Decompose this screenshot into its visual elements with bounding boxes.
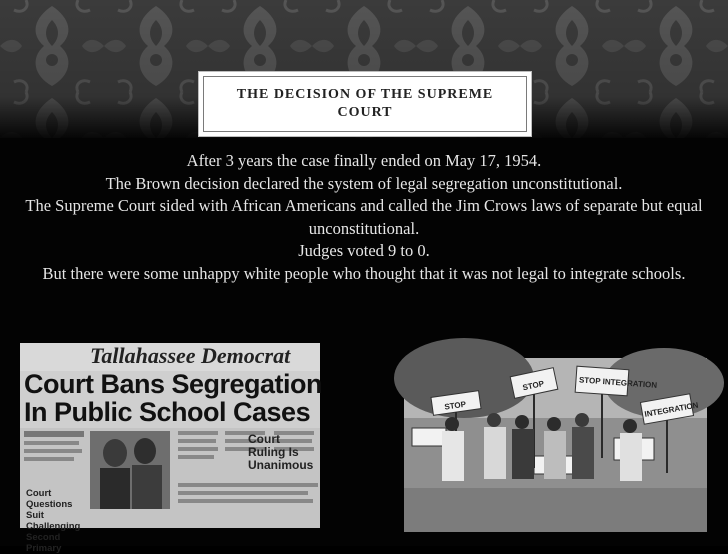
body-line-3: The Supreme Court sided with African Americans and called the Jim Crows laws of separate but equal unconstitutional. [25,196,703,238]
protest-sign-2: STOP [521,379,545,393]
newspaper-photo [20,343,323,554]
newspaper-headline-line1: Court Bans Segregation [24,369,323,399]
newspaper-masthead: Tallahassee Democrat [90,343,291,368]
body-line-2: The Brown decision declared the system of legal segregation unconstitutional. [105,173,623,193]
protest-sign-4: INTEGRATION [643,400,700,419]
protest-photo [404,358,707,532]
title-box [199,72,531,136]
newspaper-lower-caption: Court Questions Suit Challenging Second Primary [26,488,81,554]
body-text [22,150,706,285]
title-frame [203,76,527,132]
protest-sign-1: STOP [443,399,467,412]
newspaper-subhead: Court Ruling Is Unanimous [248,432,314,472]
protest-sign-3: STOP INTEGRATION [578,375,658,390]
body-line-5: But there were some unhappy white people who thought that it was not legal to integrate schools. [42,263,686,283]
slide-title: THE DECISION OF THE SUPREME COURT [236,87,494,120]
body-line-1: After 3 years the case finally ended on May 17, 1954. [186,151,542,170]
newspaper-headline-line2: In Public School Cases [24,397,311,427]
body-line-4: Judges voted 9 to 0. [298,241,430,260]
protest-scene [404,358,707,532]
